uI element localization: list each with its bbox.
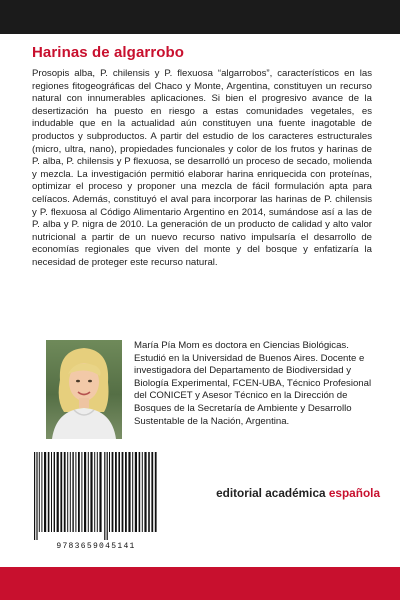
- book-description: Prosopis alba, P. chilensis y P. flexuosa “algarrobos”, característicos en las regiones fitogeográficas del Chaco y Monte, Argentina, constituyen un recurso natural con innumerables aplicaciones. Si bien el progresivo avance de la desertización ha puesto en riesgo a estas comunidades vegetales, es indudable que en la actualidad aún constituyen una fuente inagotable de productos y subproductos. A partir del estudio de los caracteres estructurales (micro, ultra, nano), propiedades funcionales y color de los frutos y harinas de P. alba, P. chilensis y P flexuosa, se desarrolló un proceso de secado, molienda y mezcla. La investigación permitió elaborar harina enriquecida con proteínas, optimizar el proceso y proponer una mezcla de fácil formulación apta para celíacos. Además, constituyó el aval para incorporar las harinas de P. chilensis y P. flexuosa al Código Alimentario Argentino en 2014, sumándose así a las de P. alba y P. nigra de 2010. La generación de un producto de calidad y alto valor nutricional a partir de un nuevo recurso nativo impulsaría el desarrollo de economías regionales que viven del monte y del bosque y enfatizaría la necesidad de proteger este recurso natural.: [32, 68, 372, 268]
- publisher-name: editorial académica: [216, 486, 326, 500]
- bottom-band: [0, 567, 400, 600]
- book-title: Harinas de algarrobo: [32, 44, 185, 61]
- top-band: [0, 0, 400, 34]
- barcode: [32, 452, 160, 548]
- publisher-logo: [190, 486, 380, 500]
- author-photo: [46, 340, 122, 439]
- author-bio: María Pía Mom es doctora en Ciencias Biológicas. Estudió en la Universidad de Buenos Aires. Docente e investigadora del Departamento de Biodiversidad y Biología Experimental, FCEN-UBA, Técnico Profesional del CONICET y Asesor Técnico en la Dirección de Bosques de la Secretaría de Ambiente y Desarrollo Sustentable de la Nación, Argentina.: [134, 340, 372, 427]
- barcode-digits: 9783659045141: [56, 542, 136, 551]
- publisher-name-accent: española: [328, 486, 380, 500]
